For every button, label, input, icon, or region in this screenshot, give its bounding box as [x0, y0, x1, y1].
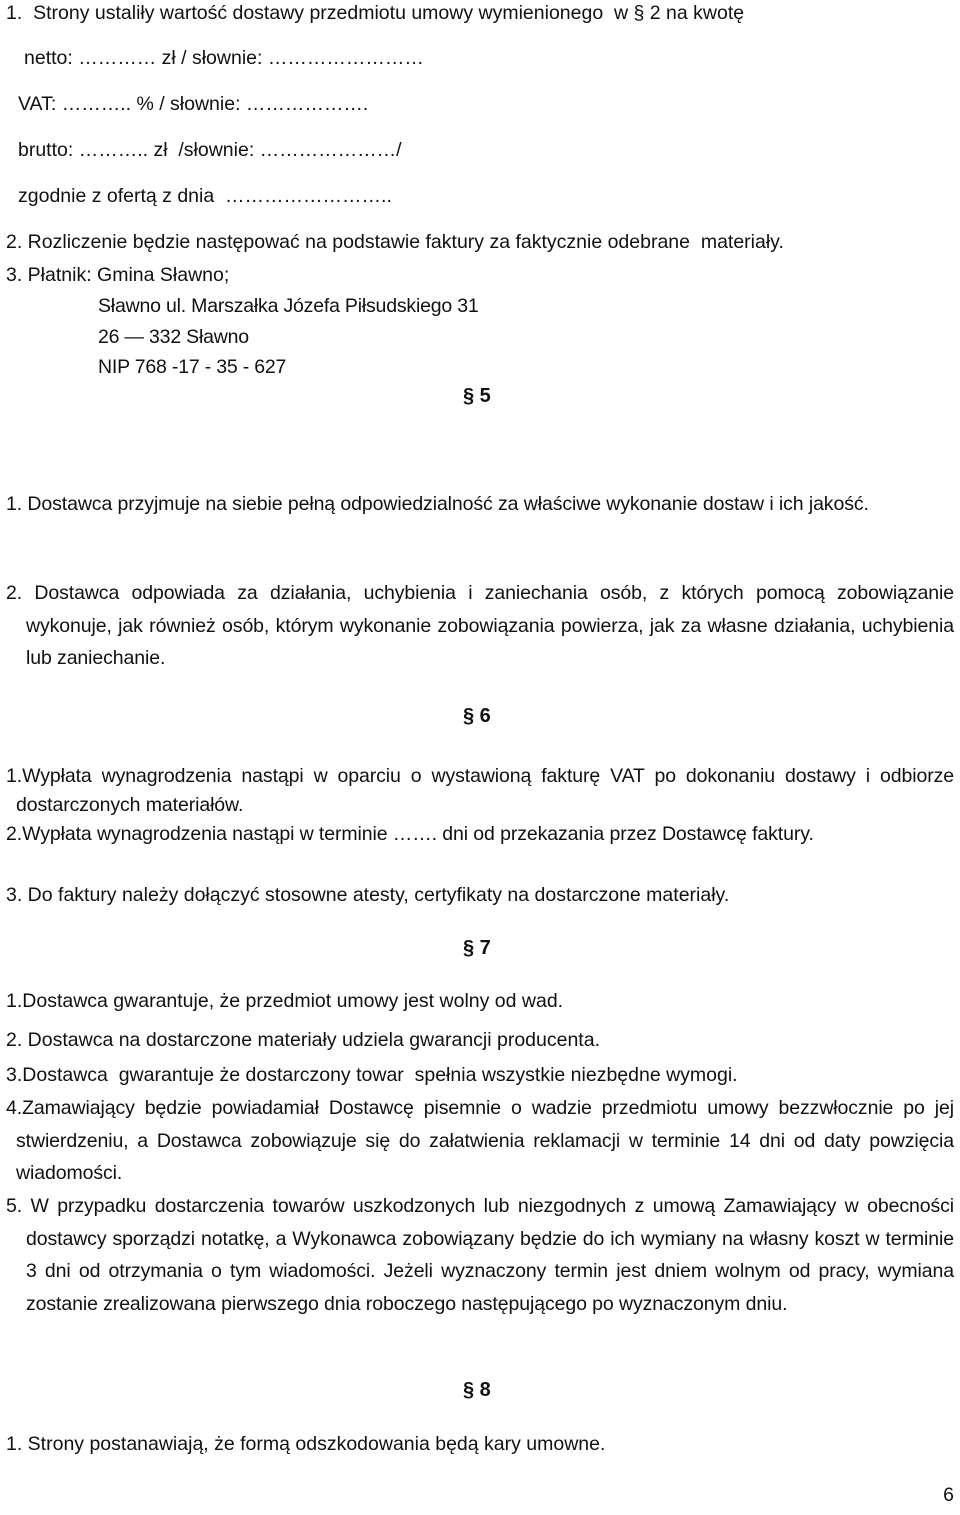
s4-p3-line4: NIP 768 -17 - 35 - 627	[98, 356, 287, 378]
s6-p1: 1.Wypłata wynagrodzenia nastąpi w oparciu o wystawioną fakturę VAT po dokonaniu dostawy i odbiorze dostarczonych materiałów.	[6, 765, 954, 816]
s4-p3-line2: Sławno ul. Marszałka Józefa Piłsudskiego 31	[98, 295, 479, 317]
section-8-heading: § 8	[463, 1379, 491, 1401]
s4-p2: 2. Rozliczenie będzie następować na podstawie faktury za faktycznie odebrane materiały.	[6, 231, 784, 253]
section-7-heading: § 7	[463, 937, 491, 959]
s7-p1: 1.Dostawca gwarantuje, że przedmiot umowy jest wolny od wad.	[6, 990, 564, 1012]
s7-p2: 2. Dostawca na dostarczone materiały udziela gwarancji producenta.	[6, 1029, 600, 1051]
s6-p2: 2.Wypłata wynagrodzenia nastąpi w terminie ……. dni od przekazania przez Dostawcę faktury.	[6, 823, 814, 845]
s7-p3: 3.Dostawca gwarantuje że dostarczony towar spełnia wszystkie niezbędne wymogi.	[6, 1064, 738, 1086]
s4-p1-line4: brutto: ……….. zł /słownie: …………………/	[18, 139, 402, 161]
section-6-heading: § 6	[463, 705, 491, 727]
s6-p3: 3. Do faktury należy dołączyć stosowne atesty, certyfikaty na dostarczone materiały.	[6, 884, 730, 906]
s5-p2: 2. Dostawca odpowiada za działania, uchybienia i zaniechania osób, z których pomocą zobowiązanie wykonuje, jak również osób, którym wykonanie zobowiązania powierza, jak za własne działania, uchybienia lub zaniechanie.	[6, 582, 954, 669]
s4-p3-line1: 3. Płatnik: Gmina Sławno;	[6, 264, 230, 286]
page-number: 6	[943, 1484, 954, 1506]
s5-p1-text: 1. Dostawca przyjmuje na siebie pełną odpowiedzialność za właściwe wykonanie dostaw i ich jakość.	[6, 493, 869, 515]
section-5-heading: § 5	[463, 385, 491, 407]
s8-p1: 1. Strony postanawiają, że formą odszkodowania będą kary umowne.	[6, 1433, 606, 1455]
s7-p4: 4.Zamawiający będzie powiadamiał Dostawcę pisemnie o wadzie przedmiotu umowy bezzwłocznie po jej stwierdzeniu, a Dostawca zobowiązuje się do załatwienia reklamacji w terminie 14 dni od daty powzięcia wiadomości.	[6, 1097, 954, 1184]
s7-p5: 5. W przypadku dostarczenia towarów uszkodzonych lub niezgodnych z umową Zamawiający w obecności dostawcy sporządzi notatkę, a Wykonawca zobowiązany będzie do ich wymiany na własny koszt w terminie 3 dni od otrzymania o tym wiadomości. Jeżeli wyznaczony termin jest dniem wolnym od pracy, wymiana zostanie zrealizowana pierwszego dnia roboczego następującego po wyznaczonym dniu.	[6, 1195, 954, 1315]
s4-p1-line1: 1. Strony ustaliły wartość dostawy przedmiotu umowy wymienionego w § 2 na kwotę	[6, 2, 745, 24]
s4-p1-line3: VAT: ……….. % / słownie: ……………….	[18, 93, 369, 115]
s5-p1	[6, 488, 954, 521]
s4-p3-line3: 26 — 332 Sławno	[98, 326, 249, 348]
s4-p1-line2: netto: ………… zł / słownie: ……………………	[24, 47, 424, 69]
s4-p1-line5: zgodnie z ofertą z dnia ……………………..	[18, 185, 392, 207]
